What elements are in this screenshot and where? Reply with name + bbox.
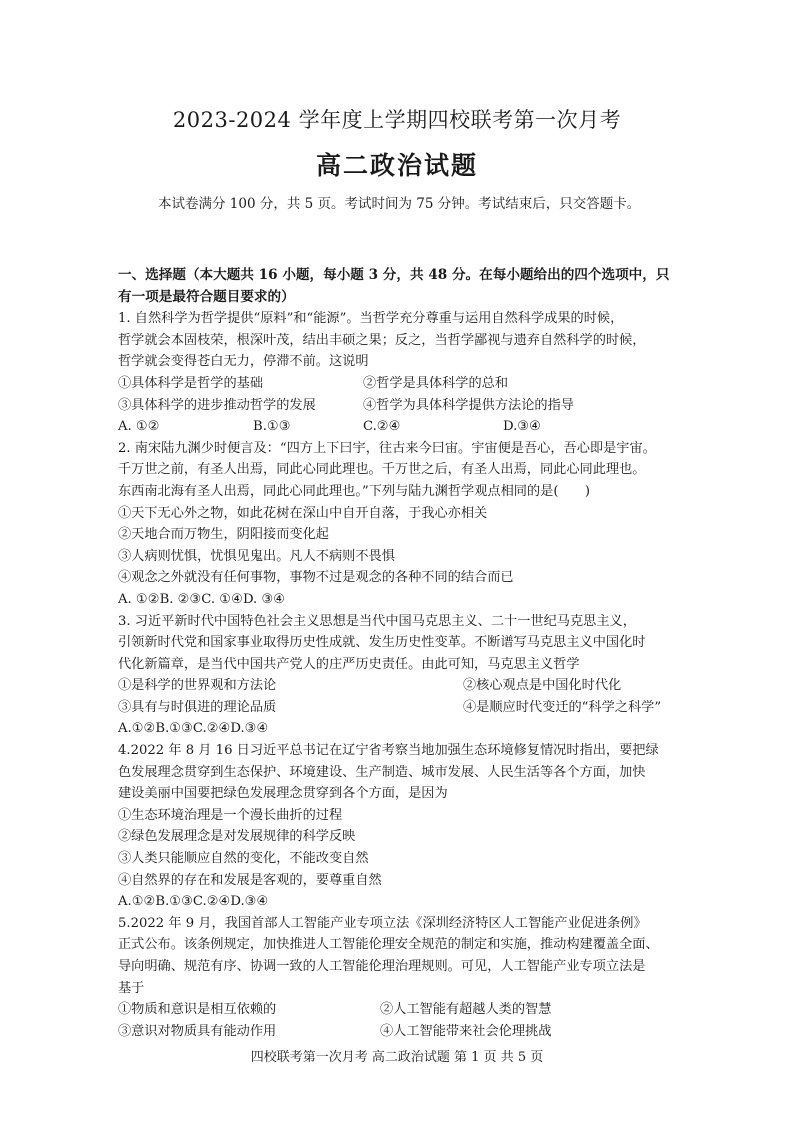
option: ①生态环境治理是一个漫长曲折的过程	[118, 807, 343, 823]
option: ②人工智能有超越人类的智慧	[380, 1002, 552, 1018]
section-heading-cont: 有一项是最符合题目要求的）	[118, 288, 295, 305]
option: ①天下无心外之物，如此花树在深山中自开自落，于我心亦相关	[118, 505, 488, 521]
option-row	[118, 697, 680, 719]
answer-choice: D. ③④	[242, 591, 286, 607]
answer-choices	[118, 891, 680, 913]
option-row	[118, 395, 680, 417]
option: ④自然界的存在和发展是客观的，要尊重自然	[118, 872, 382, 888]
option: ①物质和意识是相互依赖的	[118, 1002, 277, 1018]
answer-choice: B. ②③	[159, 591, 202, 607]
option: ③具体科学的进步推动哲学的发展	[118, 397, 316, 413]
answer-choice: B.①③	[155, 721, 193, 737]
option: ①具体科学是哲学的基础	[118, 375, 264, 391]
answer-choice: D.③④	[230, 894, 269, 910]
answer-choice: D.③④	[230, 721, 269, 737]
option: ④人工智能带来社会伦理挑战	[380, 1023, 552, 1039]
answer-choice: C. ①④	[201, 591, 243, 607]
question-5	[118, 913, 680, 1043]
answer-choices	[118, 589, 680, 611]
answer-choices	[118, 718, 680, 740]
question-text: 代化新篇章，是当代中国共产党人的庄严历史责任。由此可知，马克思主义哲学	[118, 656, 580, 672]
question-text: 4.2022 年 8 月 16 日习近平总书记在辽宁省考察当地加强生态环境修复情况时指出，要把绿	[118, 743, 659, 759]
question-1	[118, 308, 680, 438]
exam-instructions: 本试卷满分 100 分，共 5 页。考试时间为 75 分钟。考试结束后，只交答题卡。	[158, 196, 641, 212]
question-text: 千万世之前，有圣人出焉，同此心同此理也。千万世之后，有圣人出焉，同此心同此理也。	[118, 462, 646, 478]
option: ④观念之外就没有任何事物，事物不过是观念的各种不同的结合而已	[118, 570, 514, 586]
option: ②天地合而万物生，阴阳接而变化起	[118, 527, 329, 543]
exam-subtitle: 高二政治试题	[315, 151, 478, 180]
question-text: 基于	[118, 980, 145, 996]
option-row	[118, 999, 680, 1021]
question-text: 哲学就会本固枝荣，根深叶茂，结出丰硕之果；反之，当哲学鄙视与遗弃自然科学的时候，	[118, 332, 646, 348]
question-text: 导向明确、规范有序、协调一致的人工智能伦理治理规则。可见，人工智能产业专项立法是	[118, 959, 646, 974]
option: ③具有与时俱进的理论品质	[118, 699, 277, 715]
answer-choice: D.③④	[503, 419, 541, 435]
answer-choice: A. ①②	[118, 419, 160, 435]
section-heading: 一、选择题（本大题共 16 小题，每小题 3 分，共 48 分。在每小题给出的四个选项中，只	[118, 267, 670, 283]
option-row	[118, 675, 680, 697]
question-text: 1. 自然科学为哲学提供“原料”和“能源”。当哲学充分尊重与运用自然科学成果的时候，	[118, 311, 624, 327]
question-text: 正式公布。该条例规定，加快推进人工智能伦理安全规范的制定和实施，推动构建覆盖全面、	[118, 937, 659, 953]
answer-choice: C.②④	[192, 721, 231, 737]
answer-choices	[118, 416, 680, 438]
question-text: 东西南北海有圣人出焉，同此心同此理也。”下列与陆九渊哲学观点相同的是( )	[118, 483, 590, 499]
option-row	[118, 373, 680, 395]
exam-content	[118, 265, 680, 1042]
option-row	[118, 1021, 680, 1043]
question-2	[118, 438, 680, 611]
question-text: 3. 习近平新时代中国特色社会主义思想是当代中国马克思主义、二十一世纪马克思主义，	[118, 613, 636, 629]
answer-choice: A. ①②	[118, 591, 160, 607]
option: ②核心观点是中国化时代化	[463, 678, 622, 694]
question-4	[118, 740, 680, 913]
option: ④是顺应时代变迁的“科学之科学”	[463, 699, 662, 715]
answer-choice: A.①②	[118, 894, 156, 910]
answer-choice: C.②④	[192, 894, 231, 910]
exam-title: 2023-2024 学年度上学期四校联考第一次月考	[172, 108, 622, 132]
option: ③意识对物质具有能动作用	[118, 1023, 277, 1039]
option: ③人类只能顺应自然的变化，不能改变自然	[118, 851, 369, 867]
option: ①是科学的世界观和方法论	[118, 678, 277, 694]
page-footer: 四校联考第一次月考 高二政治试题 第 1 页 共 5 页	[250, 1050, 544, 1065]
question-3	[118, 611, 680, 741]
question-text: 2. 南宋陆九渊少时便言及：“四方上下曰宇，往古来今曰宙。宇宙便是吾心，吾心即是宇宙。	[118, 440, 656, 456]
option: ③人病则忧惧，忧惧见鬼出。凡人不病则不畏惧	[118, 548, 395, 564]
answer-choice: C.②④	[363, 419, 401, 435]
question-text: 建设美丽中国要把绿色发展理念贯穿到各个方面，是因为	[118, 786, 448, 802]
answer-choice: B.①③	[155, 894, 193, 910]
question-text: 色发展理念贯穿到生态保护、环境建设、生产制造、城市发展、人民生活等各个方面，加快	[118, 764, 646, 780]
question-text: 5.2022 年 9 月，我国首部人工智能产业专项立法《深圳经济特区人工智能产业促进条例》	[118, 915, 647, 931]
option: ④哲学为具体科学提供方法论的指导	[363, 397, 574, 413]
answer-choice: A.①②	[118, 721, 156, 737]
answer-choice: B.①③	[253, 419, 291, 435]
question-text: 引领新时代党和国家事业取得历史性成就、发生历史性变革。不断谱写马克思主义中国化时	[118, 635, 646, 651]
option: ②绿色发展理念是对发展规律的科学反映	[118, 829, 356, 845]
question-text: 哲学就会变得苍白无力，停滞不前。这说明	[118, 354, 369, 370]
option: ②哲学是具体科学的总和	[363, 375, 509, 391]
